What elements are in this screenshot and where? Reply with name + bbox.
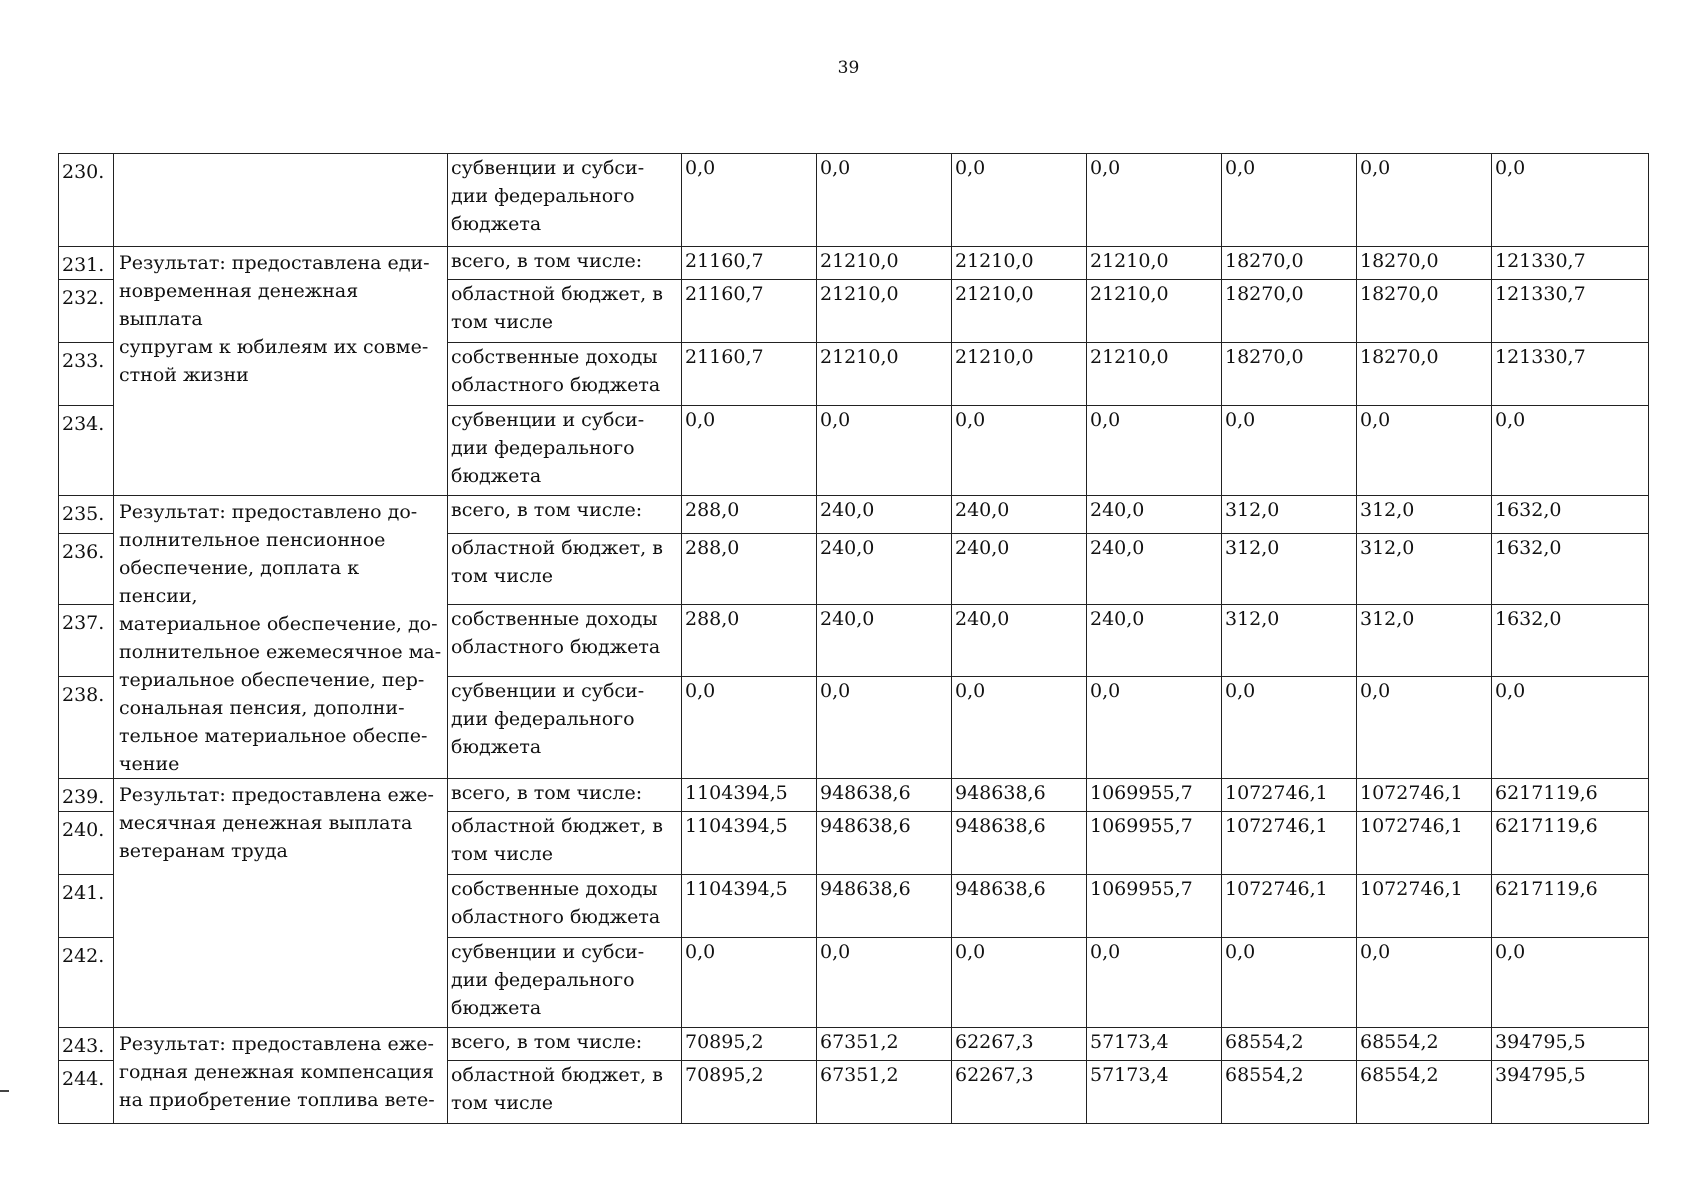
row-number: 237. <box>59 605 114 677</box>
value-cell: 21210,0 <box>817 247 952 280</box>
funding-source: субвенции и субси- дии федерального бюджета <box>448 406 682 496</box>
funding-source: субвенции и субси- дии федерального бюджета <box>448 676 682 778</box>
table-row <box>59 496 1649 534</box>
value-cell: 312,0 <box>1222 605 1357 677</box>
value-cell: 0,0 <box>1087 676 1222 778</box>
value-cell: 21210,0 <box>1087 280 1222 343</box>
value-cell: 0,0 <box>682 676 817 778</box>
value-cell: 0,0 <box>817 938 952 1028</box>
value-cell: 0,0 <box>1222 154 1357 247</box>
row-number: 236. <box>59 533 114 605</box>
row-number: 238. <box>59 676 114 778</box>
value-cell: 18270,0 <box>1222 343 1357 406</box>
value-cell: 1069955,7 <box>1087 875 1222 938</box>
value-cell: 1072746,1 <box>1357 875 1492 938</box>
value-cell: 1069955,7 <box>1087 779 1222 812</box>
table-row <box>59 1028 1649 1061</box>
value-cell: 312,0 <box>1357 605 1492 677</box>
value-cell: 1072746,1 <box>1357 812 1492 875</box>
result-description: Результат: предоставлена еди- новременная денежная выплата супругам к юбилеям их совме- стной жизни <box>114 247 448 496</box>
value-cell: 70895,2 <box>682 1061 817 1124</box>
value-cell: 18270,0 <box>1357 343 1492 406</box>
value-cell: 21210,0 <box>1087 343 1222 406</box>
funding-source: областной бюджет, в том числе <box>448 1061 682 1124</box>
value-cell-total: 0,0 <box>1492 154 1649 247</box>
margin-tick-mark <box>0 1090 9 1092</box>
row-number: 235. <box>59 496 114 534</box>
value-cell-total: 121330,7 <box>1492 343 1649 406</box>
value-cell: 1069955,7 <box>1087 812 1222 875</box>
row-number: 230. <box>59 154 114 247</box>
funding-source: собственные доходы областного бюджета <box>448 875 682 938</box>
value-cell: 1072746,1 <box>1222 875 1357 938</box>
budget-table <box>58 153 1649 1124</box>
value-cell: 288,0 <box>682 496 817 534</box>
value-cell-total: 6217119,6 <box>1492 875 1649 938</box>
value-cell: 21160,7 <box>682 247 817 280</box>
funding-source: всего, в том числе: <box>448 1028 682 1061</box>
value-cell: 18270,0 <box>1222 247 1357 280</box>
value-cell: 57173,4 <box>1087 1028 1222 1061</box>
value-cell: 1072746,1 <box>1222 779 1357 812</box>
value-cell: 948638,6 <box>952 812 1087 875</box>
value-cell: 0,0 <box>1357 676 1492 778</box>
value-cell-total: 0,0 <box>1492 938 1649 1028</box>
value-cell: 288,0 <box>682 605 817 677</box>
value-cell-total: 121330,7 <box>1492 247 1649 280</box>
row-number: 244. <box>59 1061 114 1124</box>
value-cell: 68554,2 <box>1357 1028 1492 1061</box>
value-cell: 67351,2 <box>817 1028 952 1061</box>
value-cell: 0,0 <box>1222 938 1357 1028</box>
value-cell-total: 121330,7 <box>1492 280 1649 343</box>
value-cell: 312,0 <box>1222 496 1357 534</box>
value-cell: 240,0 <box>1087 496 1222 534</box>
value-cell: 21210,0 <box>952 247 1087 280</box>
value-cell: 18270,0 <box>1222 280 1357 343</box>
value-cell: 21210,0 <box>817 280 952 343</box>
value-cell: 0,0 <box>952 154 1087 247</box>
value-cell-total: 0,0 <box>1492 406 1649 496</box>
value-cell: 21160,7 <box>682 343 817 406</box>
value-cell: 0,0 <box>1087 938 1222 1028</box>
value-cell-total: 6217119,6 <box>1492 779 1649 812</box>
result-description: Результат: предоставлена еже- месячная денежная выплата ветеранам труда <box>114 779 448 1028</box>
table-body <box>59 154 1649 1124</box>
value-cell: 0,0 <box>952 676 1087 778</box>
value-cell: 240,0 <box>817 605 952 677</box>
value-cell: 1072746,1 <box>1357 779 1492 812</box>
value-cell: 1104394,5 <box>682 875 817 938</box>
value-cell: 21210,0 <box>952 343 1087 406</box>
value-cell: 21210,0 <box>817 343 952 406</box>
value-cell-total: 394795,5 <box>1492 1061 1649 1124</box>
row-number: 232. <box>59 280 114 343</box>
value-cell: 312,0 <box>1357 533 1492 605</box>
value-cell: 1104394,5 <box>682 779 817 812</box>
value-cell: 21210,0 <box>952 280 1087 343</box>
funding-source: субвенции и субси- дии федерального бюджета <box>448 938 682 1028</box>
funding-source: всего, в том числе: <box>448 779 682 812</box>
funding-source: всего, в том числе: <box>448 247 682 280</box>
funding-source: областной бюджет, в том числе <box>448 280 682 343</box>
value-cell: 240,0 <box>1087 605 1222 677</box>
table-row <box>59 154 1649 247</box>
value-cell: 21160,7 <box>682 280 817 343</box>
row-number: 243. <box>59 1028 114 1061</box>
funding-source: собственные доходы областного бюджета <box>448 343 682 406</box>
value-cell: 948638,6 <box>817 812 952 875</box>
value-cell: 18270,0 <box>1357 280 1492 343</box>
table-row <box>59 779 1649 812</box>
page-number: 39 <box>837 58 860 78</box>
row-number: 242. <box>59 938 114 1028</box>
value-cell: 0,0 <box>1357 154 1492 247</box>
value-cell: 948638,6 <box>952 875 1087 938</box>
table-row <box>59 247 1649 280</box>
value-cell: 240,0 <box>817 533 952 605</box>
value-cell: 948638,6 <box>817 779 952 812</box>
value-cell: 288,0 <box>682 533 817 605</box>
value-cell: 68554,2 <box>1222 1028 1357 1061</box>
value-cell-total: 0,0 <box>1492 676 1649 778</box>
value-cell: 240,0 <box>952 533 1087 605</box>
value-cell: 948638,6 <box>817 875 952 938</box>
value-cell-total: 1632,0 <box>1492 496 1649 534</box>
value-cell: 68554,2 <box>1357 1061 1492 1124</box>
value-cell-total: 6217119,6 <box>1492 812 1649 875</box>
value-cell: 0,0 <box>682 938 817 1028</box>
value-cell-total: 394795,5 <box>1492 1028 1649 1061</box>
value-cell: 68554,2 <box>1222 1061 1357 1124</box>
funding-source: всего, в том числе: <box>448 496 682 534</box>
value-cell: 240,0 <box>952 496 1087 534</box>
value-cell: 0,0 <box>817 406 952 496</box>
value-cell: 0,0 <box>682 406 817 496</box>
value-cell: 0,0 <box>817 154 952 247</box>
value-cell: 0,0 <box>1087 154 1222 247</box>
result-description <box>114 154 448 247</box>
row-number: 234. <box>59 406 114 496</box>
funding-source: собственные доходы областного бюджета <box>448 605 682 677</box>
value-cell: 0,0 <box>952 406 1087 496</box>
value-cell: 0,0 <box>1087 406 1222 496</box>
value-cell: 0,0 <box>952 938 1087 1028</box>
funding-source: областной бюджет, в том числе <box>448 533 682 605</box>
row-number: 233. <box>59 343 114 406</box>
row-number: 240. <box>59 812 114 875</box>
value-cell: 0,0 <box>682 154 817 247</box>
value-cell: 0,0 <box>1222 676 1357 778</box>
value-cell: 0,0 <box>1357 406 1492 496</box>
value-cell: 62267,3 <box>952 1028 1087 1061</box>
value-cell-total: 1632,0 <box>1492 533 1649 605</box>
value-cell: 21210,0 <box>1087 247 1222 280</box>
value-cell: 18270,0 <box>1357 247 1492 280</box>
result-description: Результат: предоставлена еже- годная денежная компенсация на приобретение топлива вете- <box>114 1028 448 1124</box>
row-number: 241. <box>59 875 114 938</box>
funding-source: областной бюджет, в том числе <box>448 812 682 875</box>
row-number: 239. <box>59 779 114 812</box>
value-cell: 0,0 <box>1222 406 1357 496</box>
value-cell: 67351,2 <box>817 1061 952 1124</box>
value-cell: 70895,2 <box>682 1028 817 1061</box>
value-cell-total: 1632,0 <box>1492 605 1649 677</box>
value-cell: 0,0 <box>1357 938 1492 1028</box>
value-cell: 0,0 <box>817 676 952 778</box>
value-cell: 1072746,1 <box>1222 812 1357 875</box>
funding-source: субвенции и субси- дии федерального бюджета <box>448 154 682 247</box>
value-cell: 57173,4 <box>1087 1061 1222 1124</box>
value-cell: 240,0 <box>952 605 1087 677</box>
value-cell: 240,0 <box>1087 533 1222 605</box>
value-cell: 240,0 <box>817 496 952 534</box>
value-cell: 62267,3 <box>952 1061 1087 1124</box>
value-cell: 948638,6 <box>952 779 1087 812</box>
value-cell: 312,0 <box>1357 496 1492 534</box>
result-description: Результат: предоставлено до- полнительное пенсионное обеспечение, доплата к пенсии, материальное обеспечение, до- полнительное ежемесячное ма- териальное обеспечение, пер- сональная пенсия, дополни- тельное материальное обеспе- чение <box>114 496 448 779</box>
value-cell: 312,0 <box>1222 533 1357 605</box>
value-cell: 1104394,5 <box>682 812 817 875</box>
row-number: 231. <box>59 247 114 280</box>
